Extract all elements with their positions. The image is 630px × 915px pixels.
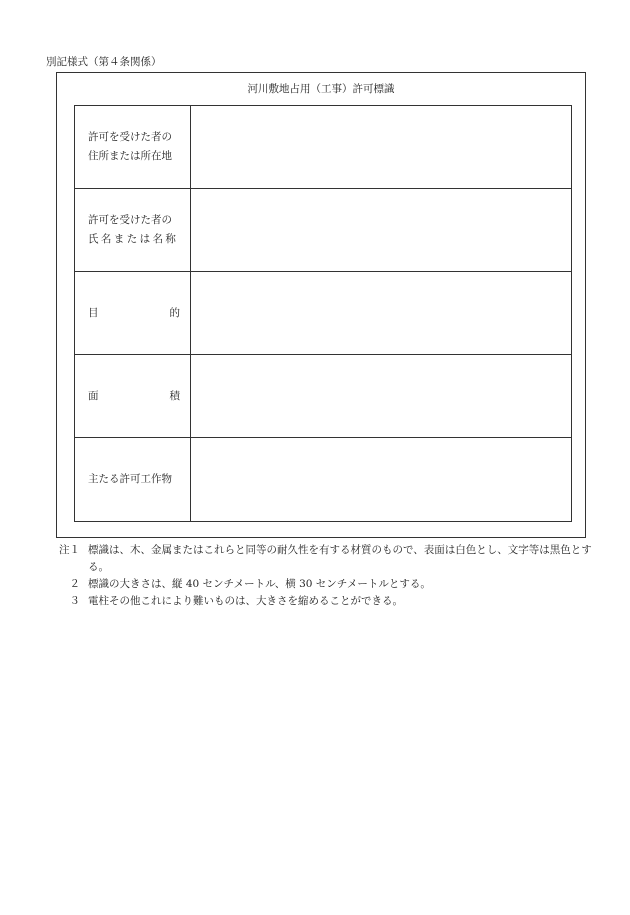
table-row-purpose [75, 272, 572, 355]
permit-sign-table [74, 105, 572, 522]
value-structure [191, 438, 572, 522]
note-number: ２ [69, 578, 80, 590]
table-row-address [75, 106, 572, 189]
label-line: 氏名または名称 [88, 233, 179, 245]
note-number: ３ [69, 595, 80, 607]
note-number: 注１ [59, 544, 80, 556]
label-line: 許可を受けた者の [88, 131, 172, 143]
note-item [56, 576, 596, 593]
label-char: 的 [169, 306, 180, 319]
table-row-name [75, 189, 572, 272]
label-purpose [75, 272, 191, 355]
label-line: 許可を受けた者の [88, 214, 172, 226]
table-row-area [75, 355, 572, 438]
label-line: 主たる許可工作物 [88, 473, 172, 485]
label-char: 目 [88, 306, 99, 319]
value-address [191, 106, 572, 189]
notes-section [56, 542, 596, 610]
label-char: 面 [88, 389, 99, 402]
value-purpose [191, 272, 572, 355]
permit-sign-frame [56, 72, 586, 538]
label-structure [75, 438, 191, 522]
value-area [191, 355, 572, 438]
form-caption: 別記様式（第４条関係） [46, 56, 162, 68]
label-char: 積 [169, 389, 180, 402]
note-item [56, 542, 596, 576]
note-text: 標識は、木、金属またはこれらと同等の耐久性を有する材質のもので、表面は白色とし、文字等は黒色とする。 [88, 544, 592, 573]
value-name [191, 189, 572, 272]
label-line: 住所または所在地 [88, 150, 172, 162]
note-text: 電柱その他これにより難いものは、大きさを縮めることができる。 [88, 595, 403, 607]
sign-title: 河川敷地占用（工事）許可標識 [247, 83, 395, 95]
table-row-structure [75, 438, 572, 522]
label-area [75, 355, 191, 438]
note-item [56, 593, 596, 610]
label-address [75, 106, 191, 189]
label-name [75, 189, 191, 272]
note-text: 標識の大きさは、縦 40 センチメートル、横 30 センチメートルとする。 [88, 578, 431, 590]
